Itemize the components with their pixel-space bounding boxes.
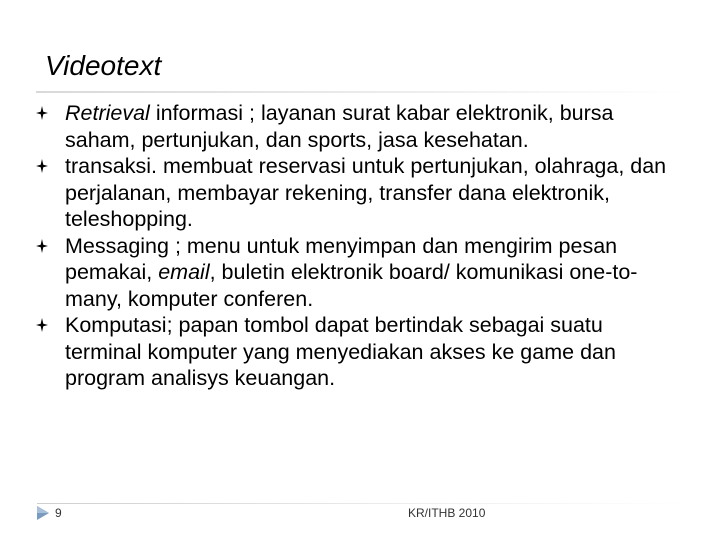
title-divider: [36, 91, 686, 93]
triangle-arrow-icon: [36, 505, 50, 521]
bullet-list: [36, 100, 676, 392]
page-number: 9: [55, 506, 62, 520]
bullet-text: informasi ; layanan surat kabar elektronik, bursa saham, pertunjukan, dan sports, jasa kesehatan.: [65, 101, 614, 152]
bullet-text: Komputasi; papan tombol dapat bertindak sebagai suatu terminal komputer yang menyediakan akses ke game dan program analisys keuangan.: [65, 313, 616, 390]
bullet-item-komputasi: [36, 312, 676, 392]
bullet-item-messaging: [36, 233, 676, 313]
bullet-emphasis: Retrieval: [65, 101, 150, 125]
bullet-text: Messaging ; menu untuk menyimpan dan mengirim pesan pemakai,: [65, 233, 618, 284]
slide-title: Videotext: [45, 50, 162, 81]
bullet-text: , buletin elektronik board/ komunikasi one-to-many, komputer conferen.: [65, 260, 638, 311]
four-pointed-star-icon: [36, 106, 48, 120]
bullet-item-transaksi: [36, 153, 676, 233]
four-pointed-star-icon: [36, 159, 48, 173]
four-pointed-star-icon: [36, 239, 48, 253]
bullet-item-retrieval: [36, 100, 676, 153]
bullet-text: transaksi. membuat reservasi untuk pertunjukan, olahraga, dan perjalanan, membayar rekening, transfer dana elektronik, teleshopping.: [65, 154, 667, 231]
four-pointed-star-icon: [36, 318, 48, 332]
footer-text: KR/ITHB 2010: [408, 506, 486, 520]
bullet-emphasis: email: [158, 260, 210, 284]
footer-divider: [37, 503, 687, 504]
